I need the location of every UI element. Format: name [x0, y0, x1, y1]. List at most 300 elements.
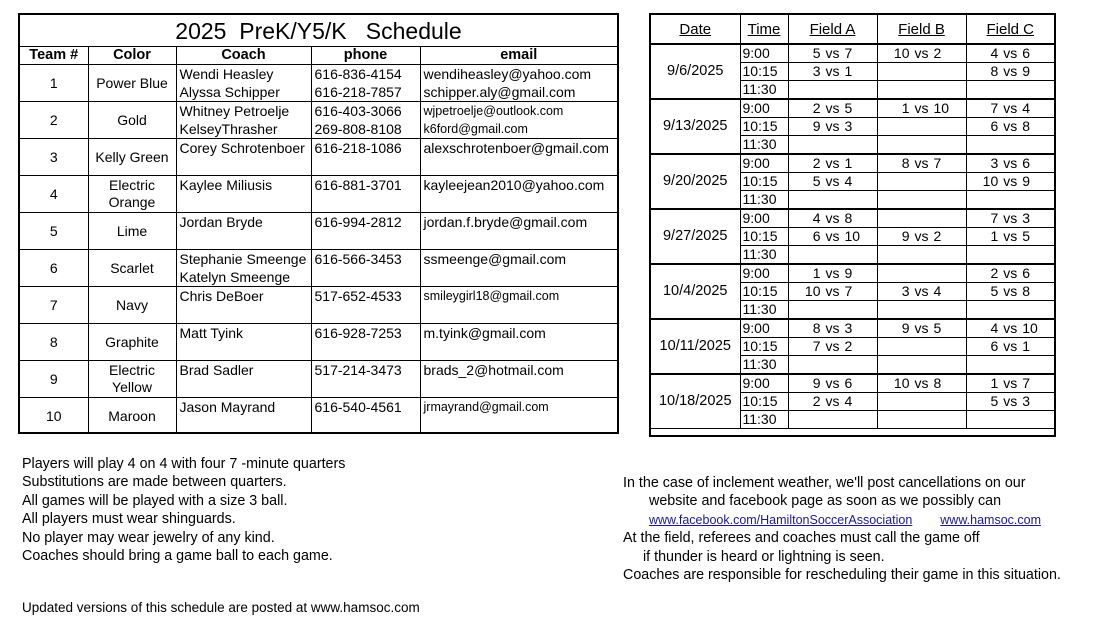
- versus-label: vs: [825, 265, 840, 281]
- away-team: 7: [1022, 375, 1031, 391]
- field-c-game: [966, 283, 1054, 301]
- game-time: 10:15: [740, 63, 788, 81]
- email-address[interactable]: m.tyink@gmail.com: [423, 325, 546, 341]
- away-team: 6: [844, 375, 853, 391]
- field-c-game: [966, 228, 1054, 246]
- away-team: 7: [844, 45, 853, 61]
- versus-label: vs: [825, 100, 840, 116]
- away-team: 8: [844, 210, 853, 226]
- home-team: 1: [990, 375, 999, 391]
- schedule-panel: [649, 13, 1056, 437]
- game-time: 10:15: [740, 393, 788, 411]
- field-b-game: [877, 228, 966, 246]
- team-row: [20, 324, 617, 361]
- game-time: 11:30: [740, 81, 788, 100]
- versus-label: vs: [825, 210, 840, 226]
- field-c-game: [966, 393, 1054, 411]
- coach-name: Matt Tyink: [179, 325, 244, 341]
- team-number: 6: [20, 250, 88, 287]
- team-number: 1: [20, 65, 88, 102]
- coach-name: KelseyThrasher: [179, 121, 278, 137]
- field-a-game: [788, 301, 877, 320]
- versus-label: vs: [1003, 155, 1018, 171]
- weather-line: At the field, referees and coaches must call the game off: [623, 530, 980, 547]
- team-color: Gold: [88, 102, 176, 139]
- field-b-game: [877, 356, 966, 375]
- away-team: 10: [933, 100, 950, 116]
- away-team: 8: [1022, 118, 1031, 134]
- coach-name: Jordan Bryde: [179, 214, 263, 230]
- versus-label: vs: [825, 283, 840, 299]
- away-team: 9: [1022, 173, 1031, 189]
- field-a-game: [788, 393, 877, 411]
- team-color: Power Blue: [88, 65, 176, 102]
- versus-label: vs: [914, 283, 929, 299]
- teams-body: [20, 65, 617, 435]
- rule-line: All games will be played with a size 3 ball.: [22, 492, 288, 509]
- away-team: 4: [1022, 100, 1031, 116]
- schedule-header-row: [651, 15, 1054, 44]
- team-email: [420, 102, 617, 139]
- team-row: [20, 65, 617, 102]
- field-b-game: [877, 246, 966, 265]
- rule-line: Players will play 4 on 4 with four 7 -minute quarters: [22, 456, 346, 472]
- team-row: [20, 398, 617, 435]
- field-a-game: [788, 136, 877, 155]
- versus-label: vs: [1003, 320, 1018, 336]
- rule-line: No player may wear jewelry of any kind.: [22, 529, 275, 546]
- field-c-game: [966, 136, 1054, 155]
- away-team: 2: [844, 338, 853, 354]
- email-address[interactable]: ssmeenge@gmail.com: [423, 251, 567, 267]
- website-link[interactable]: www.hamsoc.com: [940, 512, 1042, 527]
- team-number: 5: [20, 213, 88, 250]
- header-color: Color: [88, 47, 176, 65]
- away-team: 3: [1022, 393, 1031, 409]
- field-a-game: [788, 283, 877, 301]
- team-number: 9: [20, 361, 88, 398]
- field-c-game: [966, 154, 1054, 173]
- game-time: 11:30: [740, 136, 788, 155]
- home-team: 4: [990, 45, 999, 61]
- versus-label: vs: [1003, 393, 1018, 409]
- field-b-game: [877, 283, 966, 301]
- away-team: 5: [933, 320, 942, 336]
- home-team: 9: [901, 320, 910, 336]
- away-team: 5: [1022, 228, 1031, 244]
- home-team: 5: [812, 45, 821, 61]
- coach-name: Katelyn Smeenge: [179, 269, 291, 285]
- team-email: [420, 65, 617, 102]
- team-row: [20, 361, 617, 398]
- game-date: 10/18/2025: [651, 374, 740, 429]
- team-color: Lime: [88, 213, 176, 250]
- field-c-game: [966, 246, 1054, 265]
- phone-number: 616-566-3453: [314, 251, 402, 267]
- phone-number: 517-214-3473: [314, 362, 402, 378]
- home-team: 9: [812, 375, 821, 391]
- email-address[interactable]: wendiheasley@yahoo.com: [423, 66, 592, 82]
- versus-label: vs: [825, 63, 840, 79]
- coach-name: Alyssa Schipper: [179, 84, 280, 100]
- email-address[interactable]: k6ford@gmail.com: [423, 122, 528, 136]
- field-c-game: [966, 356, 1054, 375]
- game-time: 11:30: [740, 356, 788, 375]
- team-row: [20, 139, 617, 176]
- versus-label: vs: [914, 100, 929, 116]
- field-b-game: [877, 63, 966, 81]
- field-c-game: [966, 44, 1054, 63]
- field-b-game: [877, 81, 966, 100]
- team-coach: [176, 287, 311, 324]
- team-coach: [176, 139, 311, 176]
- teams-table: [20, 47, 617, 434]
- email-address[interactable]: schipper.aly@gmail.com: [423, 84, 576, 100]
- schedule-row: [651, 209, 1054, 228]
- home-team: 7: [990, 210, 999, 226]
- field-a-game: [788, 338, 877, 356]
- versus-label: vs: [1003, 265, 1018, 281]
- team-phone: [311, 102, 420, 139]
- field-a-game: [788, 411, 877, 429]
- versus-label: vs: [914, 155, 929, 171]
- away-team: 7: [933, 155, 942, 171]
- team-number: 10: [20, 398, 88, 435]
- team-phone: [311, 213, 420, 250]
- field-c-game: [966, 173, 1054, 191]
- versus-label: vs: [825, 155, 840, 171]
- field-b-game: [877, 118, 966, 136]
- weather-line: In the case of inclement weather, we'll post cancellations on our: [623, 475, 1026, 491]
- team-phone: [311, 250, 420, 287]
- game-time: 11:30: [740, 301, 788, 320]
- coach-name: Stephanie Smeenge: [179, 251, 307, 267]
- email-address[interactable]: jrmayrand@gmail.com: [423, 400, 549, 414]
- home-team: 9: [901, 228, 910, 244]
- versus-label: vs: [1003, 210, 1018, 226]
- phone-number: 616-540-4561: [314, 399, 402, 415]
- team-row: [20, 213, 617, 250]
- phone-number: 517-652-4533: [314, 288, 402, 304]
- field-c-game: [966, 191, 1054, 210]
- schedule-row: [651, 374, 1054, 393]
- team-coach: [176, 361, 311, 398]
- field-a-game: [788, 118, 877, 136]
- field-c-game: [966, 99, 1054, 118]
- field-c-game: [966, 411, 1054, 429]
- game-date: 10/4/2025: [651, 264, 740, 319]
- home-team: 2: [812, 393, 821, 409]
- team-number: 8: [20, 324, 88, 361]
- game-date: 9/20/2025: [651, 154, 740, 209]
- field-c-game: [966, 209, 1054, 228]
- field-a-game: [788, 374, 877, 393]
- header-field-c: Field C: [966, 15, 1054, 44]
- home-team: 9: [812, 118, 821, 134]
- away-team: 6: [1022, 155, 1031, 171]
- home-team: 1: [812, 265, 821, 281]
- header-email: email: [420, 47, 617, 65]
- field-a-game: [788, 191, 877, 210]
- team-number: 2: [20, 102, 88, 139]
- coach-name: Corey Schrotenboer: [179, 140, 305, 156]
- versus-label: vs: [1003, 173, 1018, 189]
- away-team: 2: [933, 228, 942, 244]
- field-a-game: [788, 63, 877, 81]
- versus-label: vs: [825, 320, 840, 336]
- team-color: Navy: [88, 287, 176, 324]
- team-phone: [311, 324, 420, 361]
- team-row: [20, 287, 617, 324]
- versus-label: vs: [1003, 283, 1018, 299]
- versus-label: vs: [1003, 63, 1018, 79]
- phone-number: 616-218-7857: [314, 84, 402, 100]
- header-field-a: Field A: [788, 15, 877, 44]
- field-a-game: [788, 228, 877, 246]
- weather-line: website and facebook page as soon as we possibly can: [649, 493, 1002, 510]
- home-team: 2: [812, 100, 821, 116]
- away-team: 1: [844, 63, 853, 79]
- team-phone: [311, 287, 420, 324]
- game-time: 9:00: [740, 264, 788, 283]
- field-b-game: [877, 209, 966, 228]
- versus-label: vs: [825, 393, 840, 409]
- weather-line: Coaches are responsible for rescheduling their game in this situation.: [623, 567, 1061, 584]
- field-c-game: [966, 374, 1054, 393]
- game-time: 9:00: [740, 154, 788, 173]
- versus-label: vs: [1003, 375, 1018, 391]
- field-b-game: [877, 411, 966, 429]
- email-address[interactable]: kayleejean2010@yahoo.com: [423, 177, 605, 193]
- team-color: Scarlet: [88, 250, 176, 287]
- game-time: 10:15: [740, 118, 788, 136]
- home-team: 8: [812, 320, 821, 336]
- email-address[interactable]: brads_2@hotmail.com: [423, 362, 564, 378]
- team-email: [420, 213, 617, 250]
- team-email: [420, 176, 617, 213]
- game-date: 10/11/2025: [651, 319, 740, 374]
- schedule-table: [651, 15, 1054, 429]
- game-time: 10:15: [740, 283, 788, 301]
- home-team: 2: [990, 265, 999, 281]
- versus-label: vs: [825, 375, 840, 391]
- away-team: 7: [844, 283, 853, 299]
- home-team: 3: [901, 283, 910, 299]
- game-time: 11:30: [740, 246, 788, 265]
- coach-name: Jason Mayrand: [179, 399, 276, 415]
- game-date: 9/6/2025: [651, 44, 740, 99]
- team-color: Kelly Green: [88, 139, 176, 176]
- phone-number: 616-218-1086: [314, 140, 402, 156]
- away-team: 4: [844, 393, 853, 409]
- team-number: 3: [20, 139, 88, 176]
- versus-label: vs: [1003, 118, 1018, 134]
- schedule-row: [651, 264, 1054, 283]
- rules-notes: [22, 455, 345, 565]
- home-team: 1: [901, 100, 910, 116]
- team-phone: [311, 176, 420, 213]
- away-team: 1: [844, 155, 853, 171]
- teams-panel: [18, 13, 619, 434]
- versus-label: vs: [1003, 338, 1018, 354]
- team-color: Electric Yellow: [88, 361, 176, 398]
- email-address[interactable]: alexschrotenboer@gmail.com: [423, 140, 609, 156]
- home-team: 10: [893, 375, 910, 391]
- email-address[interactable]: wjpetroelje@outlook.com: [423, 104, 564, 118]
- game-time: 10:15: [740, 338, 788, 356]
- field-b-game: [877, 264, 966, 283]
- home-team: 7: [812, 338, 821, 354]
- game-time: 9:00: [740, 209, 788, 228]
- home-team: 6: [990, 118, 999, 134]
- weather-notes: [623, 474, 1061, 584]
- home-team: 7: [990, 100, 999, 116]
- header-time: Time: [740, 15, 788, 44]
- home-team: 8: [990, 63, 999, 79]
- phone-number: 616-403-3066: [314, 103, 402, 119]
- coach-name: Kaylee Miliusis: [179, 177, 273, 193]
- game-time: 9:00: [740, 319, 788, 338]
- field-c-game: [966, 264, 1054, 283]
- field-b-game: [877, 99, 966, 118]
- team-coach: [176, 176, 311, 213]
- away-team: 8: [1022, 283, 1031, 299]
- team-coach: [176, 102, 311, 139]
- home-team: 3: [812, 63, 821, 79]
- away-team: 6: [1022, 265, 1031, 281]
- footer-note: Updated versions of this schedule are posted at www.hamsoc.com: [22, 600, 420, 615]
- away-team: 5: [844, 100, 853, 116]
- away-team: 10: [1022, 320, 1038, 336]
- home-team: 4: [812, 210, 821, 226]
- rule-line: All players must wear shinguards.: [22, 511, 236, 528]
- header-phone: phone: [311, 47, 420, 65]
- field-a-game: [788, 81, 877, 100]
- versus-label: vs: [914, 228, 929, 244]
- team-color: Electric Orange: [88, 176, 176, 213]
- home-team: 4: [990, 320, 999, 336]
- away-team: 9: [844, 265, 853, 281]
- phone-number: 616-881-3701: [314, 177, 402, 193]
- coach-name: Whitney Petroelje: [179, 103, 290, 119]
- phone-number: 616-928-7253: [314, 325, 402, 341]
- teams-header-row: [20, 47, 617, 65]
- home-team: 2: [812, 155, 821, 171]
- game-time: 9:00: [740, 99, 788, 118]
- schedule-body: [651, 44, 1054, 429]
- rule-line: Coaches should bring a game ball to each game.: [22, 548, 333, 565]
- away-team: 3: [844, 320, 853, 336]
- field-b-game: [877, 173, 966, 191]
- away-team: 3: [1022, 210, 1031, 226]
- field-a-game: [788, 154, 877, 173]
- game-time: 11:30: [740, 191, 788, 210]
- schedule-row: [651, 99, 1054, 118]
- field-a-game: [788, 99, 877, 118]
- game-time: 9:00: [740, 374, 788, 393]
- home-team: 6: [812, 228, 821, 244]
- schedule-row: [651, 44, 1054, 63]
- away-team: 4: [933, 283, 942, 299]
- team-row: [20, 102, 617, 139]
- versus-label: vs: [1003, 228, 1018, 244]
- team-email: [420, 324, 617, 361]
- team-phone: [311, 361, 420, 398]
- team-row: [20, 250, 617, 287]
- team-email: [420, 287, 617, 324]
- team-phone: [311, 65, 420, 102]
- team-email: [420, 361, 617, 398]
- header-team-num: Team #: [20, 47, 88, 65]
- field-b-game: [877, 154, 966, 173]
- home-team: 5: [812, 173, 821, 189]
- home-team: 10: [893, 45, 910, 61]
- versus-label: vs: [914, 375, 929, 391]
- home-team: 3: [990, 155, 999, 171]
- home-team: 10: [804, 283, 821, 299]
- game-time: 10:15: [740, 228, 788, 246]
- team-phone: [311, 398, 420, 435]
- versus-label: vs: [825, 45, 840, 61]
- facebook-link[interactable]: www.facebook.com/HamiltonSoccerAssociation: [649, 512, 913, 527]
- team-coach: [176, 324, 311, 361]
- versus-label: vs: [825, 173, 840, 189]
- page-title: 2025 PreK/Y5/K Schedule: [20, 15, 617, 47]
- game-date: 9/13/2025: [651, 99, 740, 154]
- field-a-game: [788, 264, 877, 283]
- away-team: 10: [844, 228, 861, 244]
- coach-name: Brad Sadler: [179, 362, 254, 378]
- team-number: 4: [20, 176, 88, 213]
- weather-line: if thunder is heard or lightning is seen.: [643, 548, 885, 565]
- away-team: 4: [844, 173, 853, 189]
- field-a-game: [788, 44, 877, 63]
- field-c-game: [966, 63, 1054, 81]
- away-team: 3: [844, 118, 853, 134]
- versus-label: vs: [1003, 100, 1018, 116]
- versus-label: vs: [825, 228, 840, 244]
- header-coach: Coach: [176, 47, 311, 65]
- game-time: 10:15: [740, 173, 788, 191]
- team-color: Graphite: [88, 324, 176, 361]
- coach-name: Chris DeBoer: [179, 288, 264, 304]
- field-b-game: [877, 338, 966, 356]
- field-c-game: [966, 338, 1054, 356]
- game-time: 9:00: [740, 44, 788, 63]
- versus-label: vs: [914, 45, 929, 61]
- away-team: 8: [933, 375, 942, 391]
- field-a-game: [788, 356, 877, 375]
- field-b-game: [877, 319, 966, 338]
- field-a-game: [788, 209, 877, 228]
- home-team: 5: [990, 393, 999, 409]
- header-field-b: Field B: [877, 15, 966, 44]
- field-a-game: [788, 246, 877, 265]
- team-number: 7: [20, 287, 88, 324]
- away-team: 9: [1022, 63, 1031, 79]
- coach-name: Wendi Heasley: [179, 66, 274, 82]
- phone-number: 616-994-2812: [314, 214, 402, 230]
- away-team: 2: [933, 45, 942, 61]
- field-b-game: [877, 191, 966, 210]
- rule-line: Substitutions are made between quarters.: [22, 474, 287, 491]
- field-c-game: [966, 118, 1054, 136]
- field-b-game: [877, 301, 966, 320]
- email-address[interactable]: jordan.f.bryde@gmail.com: [423, 214, 588, 230]
- home-team: 10: [982, 173, 999, 189]
- email-address[interactable]: smileygirl18@gmail.com: [423, 289, 560, 303]
- versus-label: vs: [1003, 45, 1018, 61]
